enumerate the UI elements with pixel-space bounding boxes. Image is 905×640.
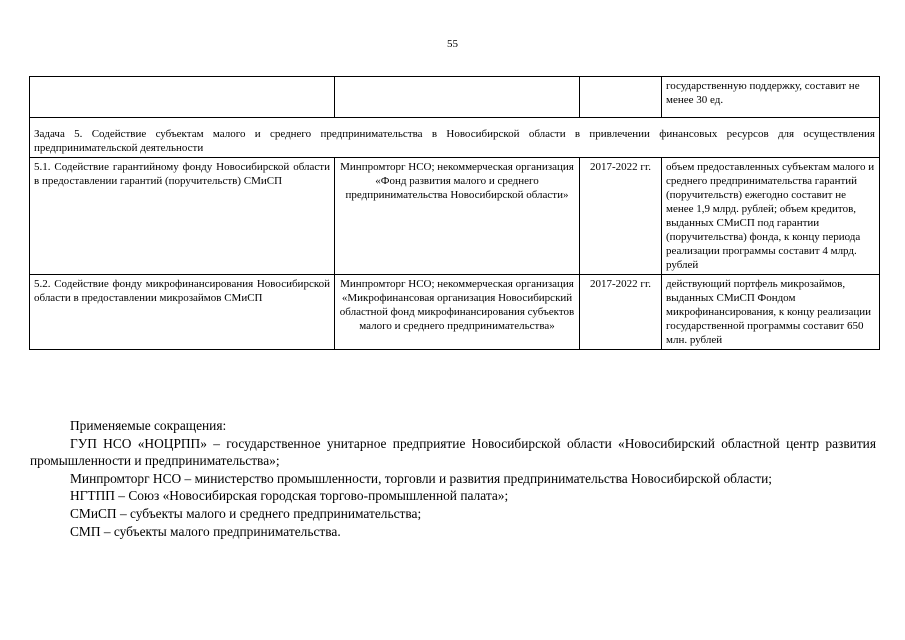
table-row-task-header	[30, 118, 880, 158]
abbreviation-item: Минпромторг НСО – министерство промышленности, торговли и развития предпринимательства Новосибирской области;	[70, 470, 772, 486]
abbreviation-item: НГТПП – Союз «Новосибирская городская торгово-промышленной палата»;	[70, 488, 509, 504]
table-cell-executor: Минпромторг НСО; некоммерческая организация «Микрофинансовая организация Новосибирский областной фонд микрофинансирования субъектов малого и среднего предпринимательства»	[335, 275, 580, 350]
abbreviation-item: СМиСП – субъекты малого и среднего предпринимательства;	[70, 505, 422, 521]
table-cell-result: государственную поддержку, составит не менее 30 ед.	[662, 77, 880, 118]
table-cell-empty	[30, 77, 335, 118]
table-cell-executor: Минпромторг НСО; некоммерческая организация «Фонд развития малого и среднего предпринимательства Новосибирской области»	[335, 158, 580, 275]
measures-table	[29, 76, 880, 350]
table-cell-measure: 5.1. Содействие гарантийному фонду Новосибирской области в предоставлении гарантий (поручительств) СМиСП	[30, 158, 335, 275]
table-row	[30, 275, 880, 350]
page-number: 55	[447, 38, 458, 50]
table-cell-period: 2017-2022 гг.	[580, 275, 662, 350]
table-row-continuation	[30, 77, 880, 118]
table-cell-measure: 5.2. Содействие фонду микрофинансирования Новосибирской области в предоставлении микрозаймов СМиСП	[30, 275, 335, 350]
table-cell-period: 2017-2022 гг.	[580, 158, 662, 275]
abbreviation-item: СМП – субъекты малого предпринимательства.	[70, 523, 341, 539]
table-cell-result: объем предоставленных субъектам малого и среднего предпринимательства гарантий (поручительств) ежегодно составит не менее 1,9 млрд. рублей; объем кредитов, выданных СМиСП под гарантии (поручительства) фонда, к концу периода реализации программы составит 4 млрд. рублей	[662, 158, 880, 275]
abbreviation-item: ГУП НСО «НОЦРПП» – государственное унитарное предприятие Новосибирской области «Новосибирский областной центр развития промышленности и предпринимательства»;	[30, 435, 876, 469]
table-row	[30, 158, 880, 275]
table-cell-result: действующий портфель микрозаймов, выданных СМиСП Фондом микрофинансирования, к концу реализации государственной программы составит 650 млн. рублей	[662, 275, 880, 350]
abbreviations-heading: Применяемые сокращения:	[70, 418, 227, 433]
table-cell-empty	[335, 77, 580, 118]
table-cell-empty	[580, 77, 662, 118]
task-header: Задача 5. Содействие субъектам малого и среднего предпринимательства в Новосибирской области в привлечении финансовых ресурсов для осуществления предпринимательской деятельности	[30, 118, 880, 158]
abbreviations-section	[30, 417, 876, 540]
